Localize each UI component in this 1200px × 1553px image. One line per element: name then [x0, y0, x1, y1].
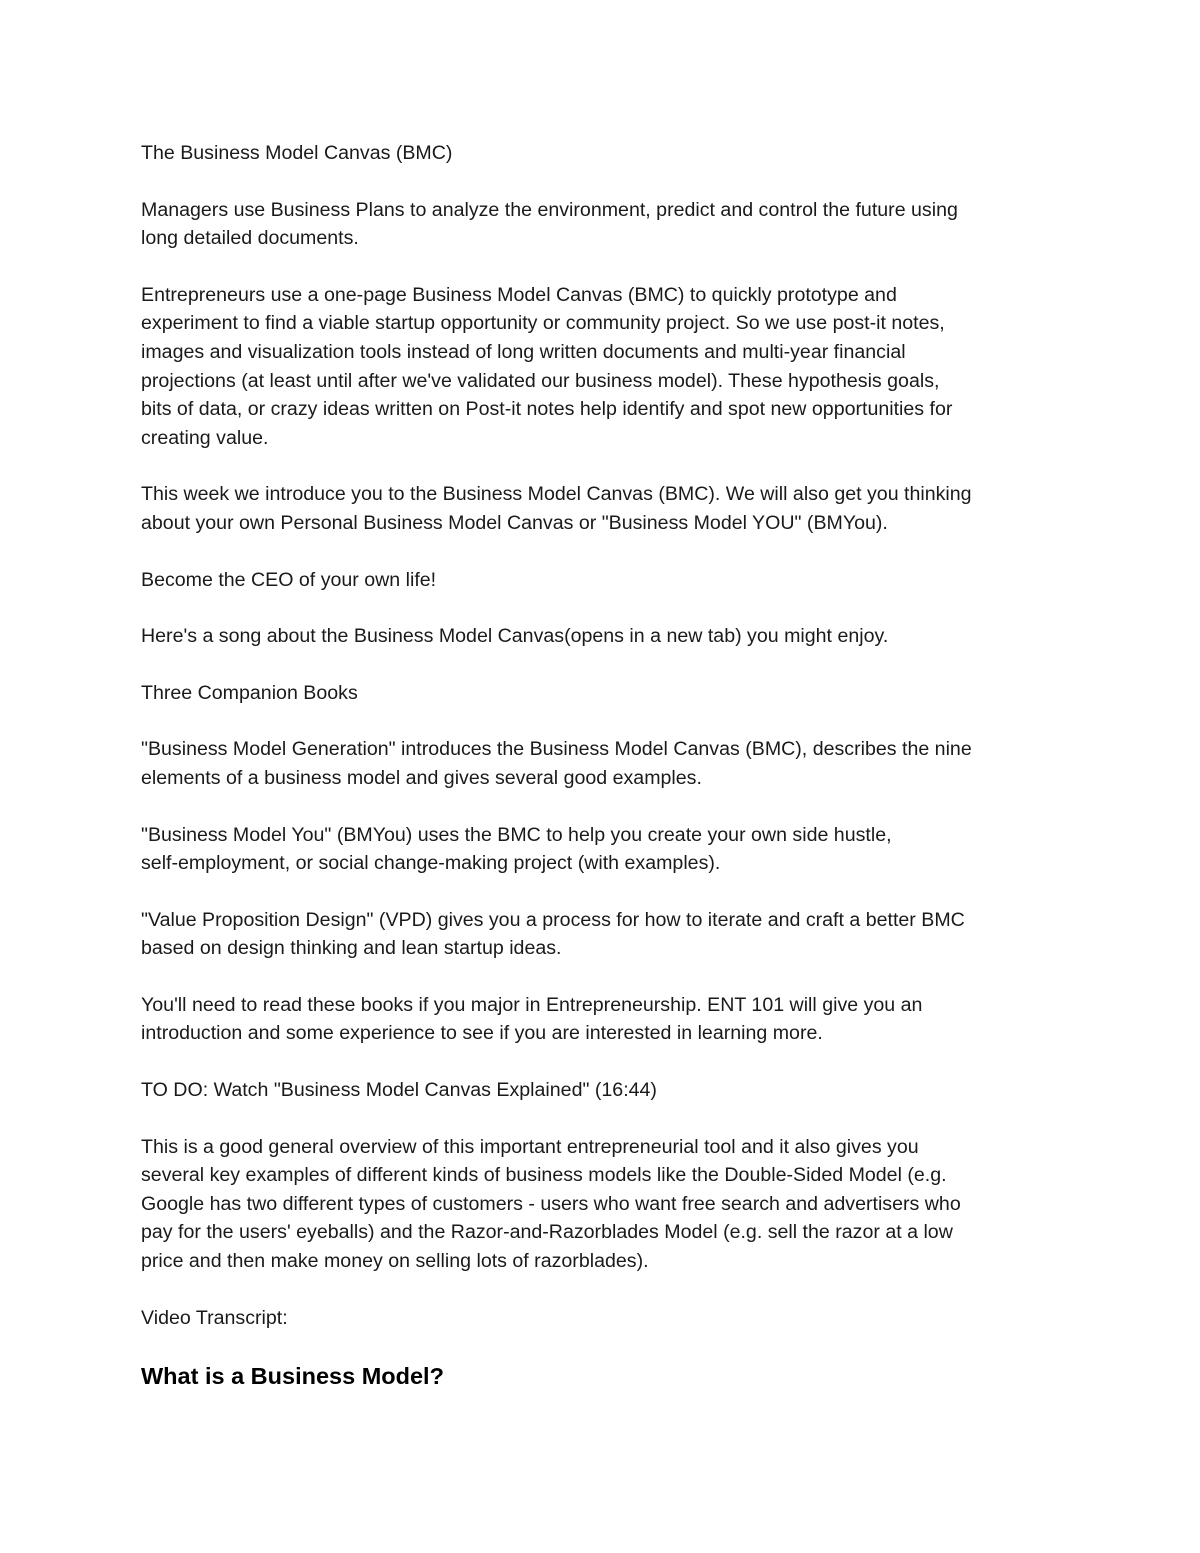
paragraph-companion-books-title: Three Companion Books [141, 681, 358, 704]
document-page [141, 139, 1071, 1392]
paragraph-video-transcript: Video Transcript: [141, 1306, 288, 1329]
paragraph-become-ceo: Become the CEO of your own life! [141, 568, 437, 591]
paragraph-entrepreneurs-bmc: Entrepreneurs use a one-page Business Model Canvas (BMC) to quickly prototype and experiment to find a viable startup opportunity or community project. So we use post-it notes, images and visualization tools instead of long written documents and multi-year financial projections (at least until after we've validated our business model). These hypothesis goals, bits of data, or crazy ideas written on Post-it notes help identify and spot new opportunities for creating value. [141, 283, 953, 449]
paragraph-book-vpd: "Value Proposition Design" (VPD) gives you a process for how to iterate and craft a better BMC based on design thinking and lean startup ideas. [141, 908, 965, 960]
document-title: The Business Model Canvas (BMC) [141, 142, 453, 164]
paragraph-business-plans: Managers use Business Plans to analyze the environment, predict and control the future using long detailed documents. [141, 198, 958, 250]
section-heading: What is a Business Model? [141, 1363, 444, 1390]
paragraph-read-books: You'll need to read these books if you major in Entrepreneurship. ENT 101 will give you an introduction and some experience to see if you are interested in learning more. [141, 993, 923, 1045]
paragraph-todo-watch: TO DO: Watch "Business Model Canvas Explained" (16:44) [141, 1079, 657, 1102]
paragraph-overview: This is a good general overview of this important entrepreneurial tool and it also gives you several key examples of different kinds of business models like the Double-Sided Model (e.g. Google has two different types of customers - users who want free search and advertisers who pay for the users' eyeballs) and the Razor-and-Razorblades Model (e.g. sell the razor at a low price and then make money on selling lots of razorblades). [141, 1135, 961, 1273]
paragraph-book-you: "Business Model You" (BMYou) uses the BMC to help you create your own side hustle, self-employment, or social change-making project (with examples). [141, 823, 892, 875]
paragraph-song: Here's a song about the Business Model Canvas(opens in a new tab) you might enjoy. [141, 625, 889, 648]
paragraph-book-generation: "Business Model Generation" introduces the Business Model Canvas (BMC), describes the nine elements of a business model and gives several good examples. [141, 738, 972, 789]
paragraph-this-week: This week we introduce you to the Business Model Canvas (BMC). We will also get you thinking about your own Personal Business Model Canvas or "Business Model YOU" (BMYou). [141, 483, 972, 534]
